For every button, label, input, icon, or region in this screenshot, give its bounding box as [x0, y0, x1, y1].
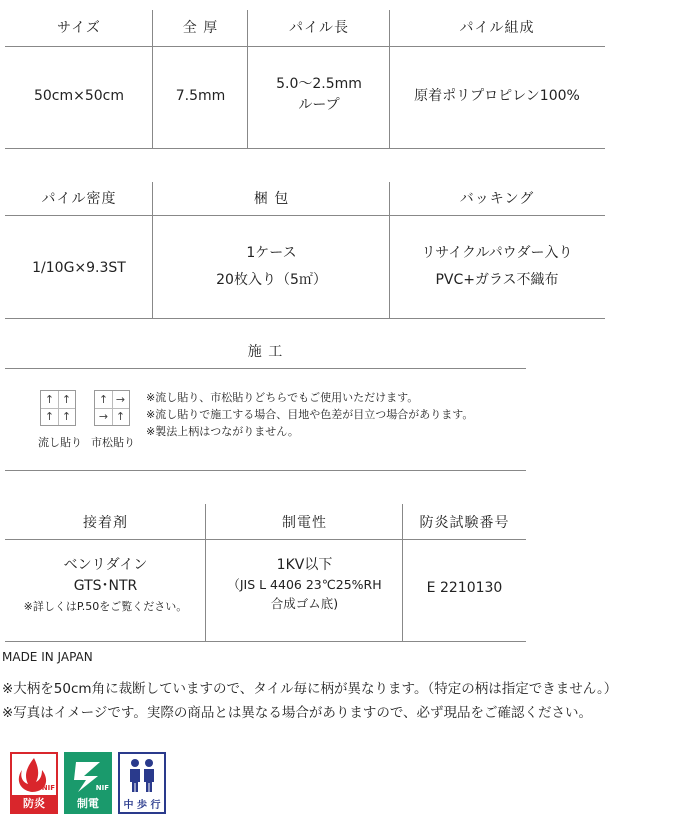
value-size: 50cm×50cm — [33, 88, 125, 104]
section-rule — [5, 470, 526, 471]
column-divider — [402, 504, 403, 641]
pattern-checker-label: 市松貼り — [91, 436, 135, 449]
badge-label: 制電 — [66, 795, 110, 812]
column-divider — [247, 10, 248, 148]
packing-case: 1ケース — [246, 245, 297, 261]
table-rule — [5, 641, 526, 642]
fire-retardant-badge — [10, 752, 58, 814]
value-thickness: 7.5mm — [175, 88, 226, 104]
value-adhesive — [5, 555, 206, 616]
section-rule — [5, 368, 526, 369]
header-pile-length: パイル長 — [289, 20, 349, 36]
pile-length-value: 5.0〜2.5mm — [276, 76, 362, 92]
footer-note: ※大柄を50cm角に裁断していますので、タイル毎に柄が異なります。（特定の柄は指定できません。） — [2, 681, 618, 697]
footer-note: ※写真はイメージです。実際の商品とは異なる場合がありますので、必ず現品をご確認ください。 — [2, 705, 593, 721]
pattern-flow-label: 流し貼り — [38, 436, 82, 449]
badge-mark: NIF — [95, 784, 109, 792]
column-divider — [205, 504, 206, 641]
header-antistatic: 制電性 — [282, 515, 327, 531]
table-rule — [5, 215, 605, 216]
header-packing: 梱 包 — [253, 191, 290, 207]
badge-mark: NIF — [41, 784, 55, 792]
value-fire-test: E 2210130 — [426, 580, 503, 596]
header-backing: バッキング — [459, 191, 535, 207]
table-rule — [5, 318, 605, 319]
header-density: パイル密度 — [41, 191, 117, 207]
arrow-up-icon: ↑ — [44, 393, 55, 406]
column-divider — [152, 182, 153, 318]
adhesive-type: GTS･NTR — [73, 578, 138, 594]
backing-line-1: リサイクルパウダー入り — [421, 245, 573, 261]
arrow-right-icon: → — [115, 393, 126, 406]
construction-note: ※製法上柄はつながりません。 — [146, 425, 299, 438]
pile-type-value: ループ — [298, 97, 340, 113]
made-in-label: MADE IN JAPAN — [2, 650, 93, 664]
pattern-flow-diagram — [40, 390, 76, 426]
table-rule — [5, 539, 526, 540]
header-thickness: 全 厚 — [182, 20, 219, 36]
arrow-up-icon: ↑ — [61, 410, 72, 423]
value-pile-composition: 原着ポリプロピレン100% — [414, 88, 580, 104]
arrow-up-icon: ↑ — [61, 393, 72, 406]
medium-traffic-badge — [118, 752, 166, 814]
badge-label: 防炎 — [12, 795, 56, 812]
table-rule — [5, 148, 605, 149]
antistatic-badge — [64, 752, 112, 814]
arrow-up-icon: ↑ — [44, 410, 55, 423]
arrow-up-icon: ↑ — [98, 393, 109, 406]
antistatic-condition: （JIS L 4406 23℃25%RH — [227, 577, 382, 592]
antistatic-value: 1KV以下 — [276, 557, 333, 573]
value-density: 1/10G×9.3ST — [32, 260, 126, 276]
value-pile-length — [248, 74, 390, 116]
arrow-up-icon: ↑ — [115, 410, 126, 423]
badge-label: 中 歩 行 — [123, 800, 161, 811]
column-divider — [389, 10, 390, 148]
antistatic-backing: 合成ゴム底) — [270, 595, 339, 611]
construction-title: 施 工 — [247, 344, 284, 360]
adhesive-note: ※詳しくはP.50をご覧ください。 — [23, 600, 188, 613]
walking-people-icon — [120, 756, 164, 796]
value-packing — [153, 240, 390, 293]
packing-count: 20枚入り（5㎡） — [216, 271, 327, 288]
value-antistatic — [206, 555, 403, 614]
backing-line-2: PVC+ガラス不織布 — [435, 271, 559, 288]
column-divider — [152, 10, 153, 148]
pattern-checker-diagram — [94, 390, 130, 426]
header-size: サイズ — [57, 20, 101, 36]
header-adhesive: 接着剤 — [83, 515, 128, 531]
adhesive-name: ベンリダイン — [63, 557, 148, 573]
table-rule — [5, 46, 605, 47]
arrow-right-icon: → — [98, 410, 109, 423]
header-pile-composition: パイル組成 — [459, 20, 535, 36]
construction-note: ※流し貼りで施工する場合、目地や色差が目立つ場合があります。 — [146, 408, 474, 421]
column-divider — [389, 182, 390, 318]
construction-note: ※流し貼り、市松貼りどちらでもご使用いただけます。 — [146, 391, 419, 404]
value-backing — [390, 240, 604, 293]
header-fire-test: 防炎試験番号 — [419, 515, 510, 531]
